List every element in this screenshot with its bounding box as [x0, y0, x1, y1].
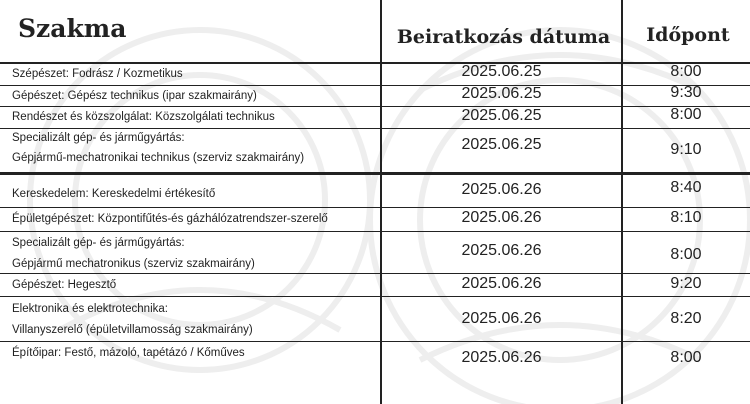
table-row-time: 8:00 — [670, 63, 702, 80]
row-divider — [0, 207, 750, 208]
table-row-subject: Gépjármű-mechatronikai technikus (szerviz szakmairány) — [12, 152, 305, 164]
table-row-subject: Villanyszerelő (épületvillamosság szakmairány) — [12, 324, 253, 336]
table-row-date: 2025.06.26 — [461, 181, 542, 198]
table-row-date: 2025.06.26 — [461, 209, 542, 226]
table-row-time: 9:20 — [670, 275, 702, 292]
table-row-subject: Épületgépészet: Központifűtés-és gázhálózatrendszer-szerelő — [12, 213, 328, 225]
table-row-date: 2025.06.25 — [461, 63, 542, 80]
row-divider — [0, 296, 750, 297]
table-row-date: 2025.06.26 — [461, 349, 542, 366]
date-group-divider — [0, 172, 750, 175]
table-row-subject: Kereskedelem: Kereskedelmi értékesítő — [12, 188, 216, 200]
table-row-time: 8:00 — [670, 106, 702, 123]
table-row-subject: Specializált gép- és járműgyártás: — [12, 237, 185, 249]
table-row-date: 2025.06.25 — [461, 136, 542, 153]
row-divider — [0, 231, 750, 232]
table-row-subject: Elektronika és elektrotechnika: — [12, 303, 168, 315]
table-row-subject: Gépészet: Hegesztő — [12, 279, 117, 291]
header-date: Beiratkozás dátuma — [396, 26, 611, 48]
column-divider — [380, 0, 382, 404]
table-row-date: 2025.06.25 — [461, 107, 542, 124]
row-divider — [0, 341, 750, 342]
header-subject: Szakma — [18, 14, 127, 43]
table-row-time: 8:20 — [670, 310, 702, 327]
table-row-subject: Gépészet: Gépész technikus (ipar szakmairány) — [12, 90, 257, 102]
table-row-date: 2025.06.26 — [461, 275, 542, 292]
table-row-subject: Rendészet és közszolgálat: Közszolgálati technikus — [12, 111, 275, 123]
table-row-time: 8:00 — [670, 246, 702, 263]
header-time: Időpont — [646, 24, 730, 46]
table-row-subject: Építőipar: Festő, mázoló, tapétázó / Kőműves — [12, 347, 245, 359]
table-row-subject: Gépjármű mechatronikus (szerviz szakmairány) — [12, 258, 255, 270]
table-row-time: 8:10 — [670, 209, 702, 226]
table-row-time: 8:40 — [670, 179, 702, 196]
table-row-subject: Szépészet: Fodrász / Kozmetikus — [12, 68, 183, 80]
table-row-time: 8:00 — [670, 349, 702, 366]
table-row-date: 2025.06.26 — [461, 310, 542, 327]
table-row-subject: Specializált gép- és járműgyártás: — [12, 132, 185, 144]
table-row-time: 9:30 — [670, 84, 702, 101]
table-row-date: 2025.06.25 — [461, 85, 542, 102]
table-row-date: 2025.06.26 — [461, 242, 542, 259]
table-row-time: 9:10 — [670, 141, 702, 158]
column-divider — [621, 0, 623, 404]
